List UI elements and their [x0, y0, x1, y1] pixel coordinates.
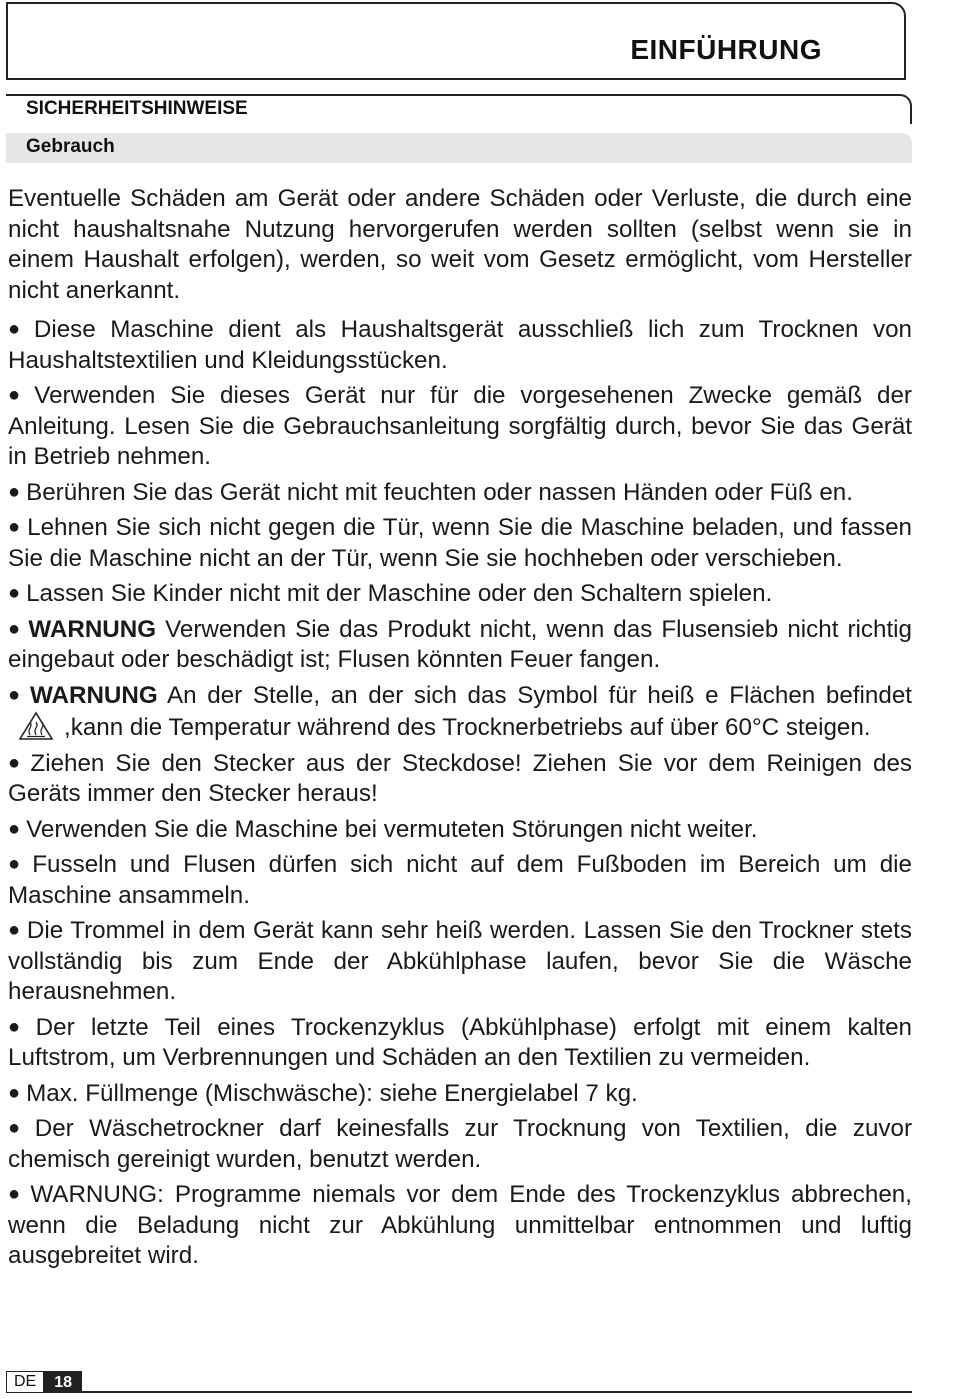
content-body	[8, 184, 912, 1276]
list-item-text: Ziehen Sie den Stecker aus der Steckdose! Ziehen Sie vor dem Reinigen des Geräts immer den Stecker heraus!	[8, 749, 912, 807]
bullet-icon: ●	[8, 1081, 21, 1104]
hot-surface-icon	[18, 711, 54, 741]
list-item-text: Verwenden Sie die Maschine bei vermuteten Störungen nicht weiter.	[26, 815, 758, 843]
bullet-icon: ●	[8, 582, 21, 604]
bullet-icon: ●	[8, 384, 29, 406]
bullet-icon: ●	[8, 853, 27, 875]
bullet-icon: ●	[8, 617, 23, 640]
list-item-text: Lehnen Sie sich nicht gegen die Tür, wenn Sie die Maschine beladen, und fassen Sie die Maschine nicht an der Tür, wenn Sie sie hochheben oder verschieben.	[8, 514, 912, 572]
footer-rule	[78, 1391, 912, 1393]
list-item	[8, 915, 912, 1008]
list-item-text: Die Trommel in dem Gerät kann sehr heiß werden. Lassen Sie den Trockner stets vollständig bis zum Ende der Abkühlphase laufen, bevor Sie die Wäsche herausnehmen.	[8, 917, 912, 1005]
bullet-icon: ●	[8, 516, 22, 538]
warning-label: WARNUNG	[30, 681, 158, 709]
list-item-text: Verwenden Sie dieses Gerät nur für die vorgesehenen Zwecke gemäß der Anleitung. Lesen Sie die Gebrauchsanleitung sorgfältig durch, bevor Sie das Gerät in Betrieb nehmen.	[8, 382, 912, 470]
warning-text: An der Stelle, an der sich das Symbol für heiß e Flächen befindet	[167, 681, 912, 709]
page-number: 18	[44, 1371, 82, 1393]
warning-text: Verwenden Sie das Produkt nicht, wenn das Flusensieb nicht richtig eingebaut oder beschädigt ist; Flusen könnten Feuer fangen.	[8, 615, 912, 673]
warning-label: WARNUNG	[28, 615, 157, 643]
warning-item	[8, 680, 912, 744]
list-item-text: Fusseln und Flusen dürfen sich nicht auf dem Fußboden im Bereich um die Maschine ansammeln.	[8, 851, 912, 909]
subsection-title: Gebrauch	[26, 136, 115, 157]
bullet-icon: ●	[8, 919, 21, 941]
bullet-icon: ●	[8, 318, 28, 340]
list-item	[8, 748, 912, 810]
bullet-icon: ●	[8, 1015, 30, 1038]
page-footer	[6, 1371, 82, 1391]
bullet-icon: ●	[8, 751, 25, 774]
intro-paragraph: Eventuelle Schäden am Gerät oder andere Schäden oder Verluste, die durch eine nicht haushaltsnahe Nutzung hervorgerufen werden sollten (selbst wenn sie in einem Haushalt erfolgen), werden, so weit vom Gesetz ermöglicht, vom Hersteller nicht anerkannt.	[8, 185, 912, 304]
bullet-icon: ●	[8, 1183, 25, 1205]
subsection-bar	[6, 133, 912, 163]
list-item	[8, 814, 912, 846]
list-item-text: Diese Maschine dient als Haushaltsgerät ausschließ lich zum Trocknen von Haushaltstextilien und Kleidungsstücken.	[8, 316, 912, 374]
list-item	[8, 380, 912, 473]
list-item-text: WARNUNG: Programme niemals vor dem Ende des Trockenzyklus abbrechen, wenn die Beladung nicht zur Abkühlung unmittelbar entnommen und luftig ausgebreitet wird.	[8, 1181, 912, 1269]
bullet-icon: ●	[8, 1117, 29, 1139]
page-title: EINFÜHRUNG	[630, 34, 822, 65]
list-item	[8, 1078, 912, 1110]
list-item-text: Der Wäschetrockner darf keinesfalls zur Trocknung von Textilien, die zuvor chemisch gereinigt wurden, benutzt werden.	[8, 1115, 912, 1173]
bullet-icon: ●	[8, 683, 25, 706]
language-label: DE	[6, 1371, 44, 1393]
warning-item	[8, 614, 912, 676]
list-item-text: Max. Füllmenge (Mischwäsche): siehe Energielabel 7 kg.	[26, 1079, 638, 1107]
list-item	[8, 849, 912, 911]
list-item	[8, 477, 912, 509]
warning-text: ,kann die Temperatur während des Trocknerbetriebs auf über 60°C steigen.	[64, 714, 871, 741]
bullet-icon: ●	[8, 480, 21, 503]
list-item-text: Der letzte Teil eines Trockenzyklus (Abkühlphase) erfolgt mit einem kalten Luftstrom, um Verbrennungen und Schäden an den Textilien zu vermeiden.	[8, 1013, 912, 1071]
list-item-text: Berühren Sie das Gerät nicht mit feuchten oder nassen Händen oder Füß en.	[26, 478, 853, 506]
list-item	[8, 512, 912, 574]
list-item-text: Lassen Sie Kinder nicht mit der Maschine oder den Schaltern spielen.	[26, 580, 773, 607]
list-item	[8, 1179, 912, 1272]
list-item	[8, 314, 912, 376]
list-item	[8, 578, 912, 610]
bullet-icon: ●	[8, 817, 21, 840]
list-item	[8, 1012, 912, 1074]
section-title: SICHERHEITSHINWEISE	[26, 98, 248, 119]
list-item	[8, 1113, 912, 1175]
